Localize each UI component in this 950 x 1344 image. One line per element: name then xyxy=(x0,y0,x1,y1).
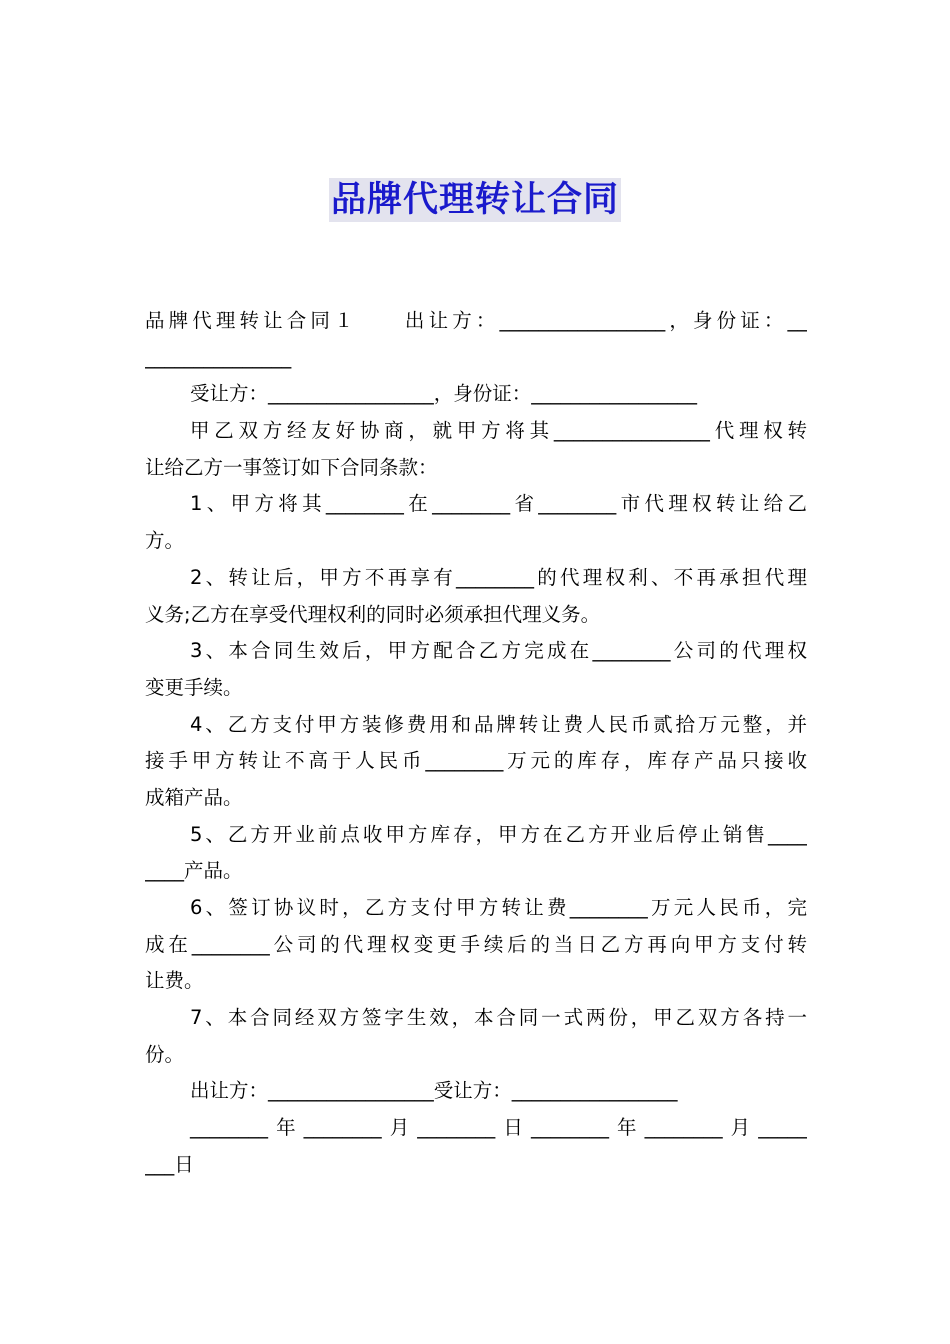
contract-line: 4、乙方支付甲方装修费用和品牌转让费人民币贰拾万元整，并 xyxy=(190,712,807,736)
document-title: 品牌代理转让合同 xyxy=(330,180,619,220)
contract-line: 变更手续。 xyxy=(145,675,243,699)
contract-line: 1、甲方将其________在________省________市代理权转让给乙 xyxy=(190,492,807,516)
contract-line: 份。 xyxy=(145,1042,185,1066)
contract-line: 3、本合同生效后，甲方配合乙方完成在________公司的代理权 xyxy=(190,639,807,663)
contract-line: ________年________月________日________年________月_____ xyxy=(190,1116,807,1140)
contract-line: 让给乙方一事签订如下合同条款： xyxy=(145,455,438,479)
contract-line: 2、转让后，甲方不再享有________的代理权利、不再承担代理 xyxy=(190,565,807,589)
document-body xyxy=(145,303,807,1184)
contract-line: 方。 xyxy=(145,529,185,553)
contract-line: 甲乙双方经友好协商，就甲方将其________________代理权转 xyxy=(190,419,807,443)
contract-line: 成箱产品。 xyxy=(145,785,243,809)
contract-line: 7、本合同经双方签字生效，本合同一式两份，甲乙双方各持一 xyxy=(190,1006,807,1030)
document-title-block xyxy=(0,178,950,222)
contract-line: 品牌代理转让合同１ 出让方：_________________，身份证：__ xyxy=(145,309,807,332)
contract-line: 接手甲方转让不高于人民币________万元的库存，库存产品只接收 xyxy=(145,749,807,773)
contract-line: ____产品。 xyxy=(145,859,243,883)
contract-line: 义务;乙方在享受代理权利的同时必须承担代理义务。 xyxy=(145,602,601,626)
contract-line: 5、乙方开业前点收甲方库存，甲方在乙方开业后停止销售____ xyxy=(190,822,807,846)
contract-line: 6、签订协议时，乙方支付甲方转让费________万元人民币，完 xyxy=(190,896,807,919)
contract-line: 受让方：_________________，身份证：_________________ xyxy=(190,382,698,406)
contract-line: _______________ xyxy=(145,345,292,369)
contract-line: 成在________公司的代理权变更手续后的当日乙方再向甲方支付转 xyxy=(145,932,807,956)
contract-line: ___日 xyxy=(145,1152,194,1176)
contract-line: 让费。 xyxy=(145,969,204,993)
contract-line: 出让方：_________________受让方：_________________ xyxy=(190,1079,678,1103)
